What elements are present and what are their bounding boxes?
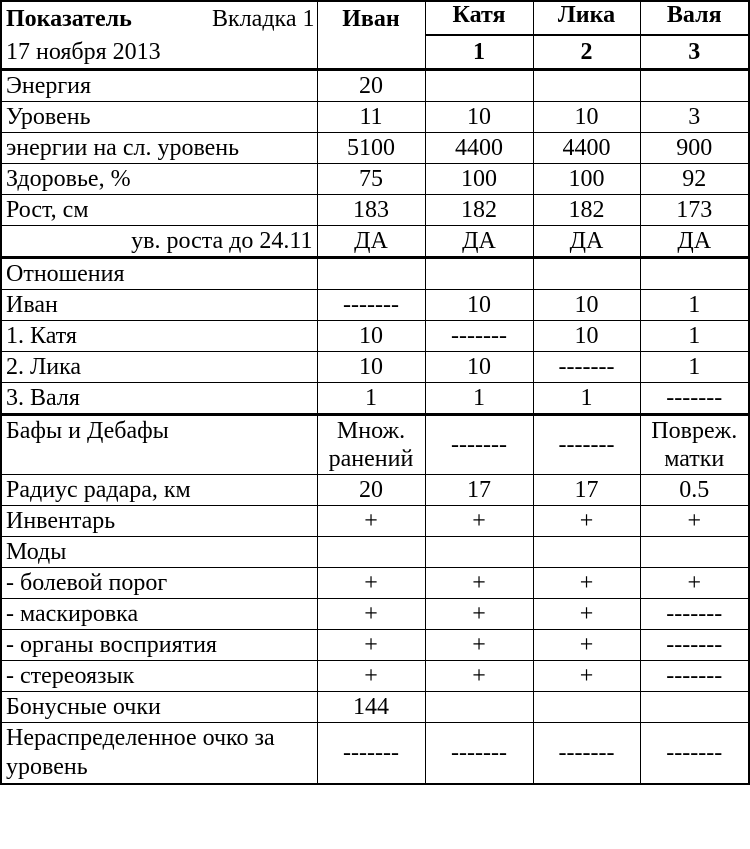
cell-katya: ------- (425, 415, 533, 475)
row-label: 3. Валя (1, 383, 317, 415)
cell-katya: 10 (425, 290, 533, 321)
row-mods (1, 537, 749, 568)
cell-katya: ------- (425, 321, 533, 352)
cell-lika: ------- (533, 415, 640, 475)
row-label: Инвентарь (1, 506, 317, 537)
cell-lika (533, 70, 640, 102)
cell-katya: 10 (425, 102, 533, 133)
row-height (1, 195, 749, 226)
row-rel-valya (1, 383, 749, 415)
cell-lika (533, 692, 640, 723)
row-health (1, 164, 749, 195)
cell-katya: ------- (425, 723, 533, 785)
cell-valya: 3 (640, 102, 749, 133)
row-label: Иван (1, 290, 317, 321)
cell-valya: ------- (640, 599, 749, 630)
cell-katya: + (425, 630, 533, 661)
col-header-valya: Валя (640, 1, 749, 35)
col-header-katya: Катя (425, 1, 533, 35)
cell-valya (640, 70, 749, 102)
cell-ivan: + (317, 568, 425, 599)
cell-lika: + (533, 568, 640, 599)
cell-lika: 10 (533, 321, 640, 352)
cell-lika: 4400 (533, 133, 640, 164)
cell-lika: + (533, 661, 640, 692)
cell-lika: ------- (533, 352, 640, 383)
cell-ivan: 1 (317, 383, 425, 415)
cell-katya: 17 (425, 475, 533, 506)
row-pain (1, 568, 749, 599)
row-next-energy (1, 133, 749, 164)
row-rel-lika (1, 352, 749, 383)
cell-ivan (317, 258, 425, 290)
row-label: - маскировка (1, 599, 317, 630)
cell-ivan: 75 (317, 164, 425, 195)
row-label: 2. Лика (1, 352, 317, 383)
cell-ivan: + (317, 506, 425, 537)
row-growth (1, 226, 749, 258)
cell-katya: + (425, 599, 533, 630)
cell-valya: 0.5 (640, 475, 749, 506)
cell-ivan: 183 (317, 195, 425, 226)
col-index-valya: 3 (640, 35, 749, 70)
cell-lika: + (533, 599, 640, 630)
cell-valya: Повреж. матки (640, 415, 749, 475)
row-inventory (1, 506, 749, 537)
row-label: ув. роста до 24.11 (1, 226, 317, 258)
cell-katya (425, 258, 533, 290)
row-rel-katya (1, 321, 749, 352)
cell-valya: 1 (640, 321, 749, 352)
cell-katya (425, 70, 533, 102)
cell-katya: + (425, 661, 533, 692)
cell-valya: + (640, 506, 749, 537)
cell-katya: + (425, 568, 533, 599)
cell-valya (640, 258, 749, 290)
cell-ivan: 20 (317, 475, 425, 506)
row-stereo (1, 661, 749, 692)
cell-ivan: + (317, 630, 425, 661)
cell-valya: ДА (640, 226, 749, 258)
cell-valya: + (640, 568, 749, 599)
cell-katya: 10 (425, 352, 533, 383)
cell-lika: + (533, 630, 640, 661)
cell-lika: ------- (533, 723, 640, 785)
cell-valya: 900 (640, 133, 749, 164)
cell-ivan: + (317, 661, 425, 692)
row-label: Здоровье, % (1, 164, 317, 195)
header-tab: Вкладка 1 (212, 6, 315, 32)
cell-lika (533, 258, 640, 290)
row-buffs (1, 415, 749, 475)
col-header-ivan: Иван (317, 1, 425, 70)
cell-ivan: 10 (317, 321, 425, 352)
cell-valya: ------- (640, 383, 749, 415)
row-label: - болевой порог (1, 568, 317, 599)
row-label: Уровень (1, 102, 317, 133)
cell-katya (425, 537, 533, 568)
row-camo (1, 599, 749, 630)
cell-valya: 92 (640, 164, 749, 195)
cell-valya (640, 537, 749, 568)
cell-lika (533, 537, 640, 568)
cell-ivan: + (317, 599, 425, 630)
cell-lika: 1 (533, 383, 640, 415)
header-date: 17 ноября 2013 (6, 39, 161, 65)
cell-katya: ДА (425, 226, 533, 258)
cell-ivan: ------- (317, 723, 425, 785)
row-energy (1, 70, 749, 102)
cell-lika: 10 (533, 290, 640, 321)
row-label: Моды (1, 537, 317, 568)
cell-valya: ------- (640, 723, 749, 785)
cell-ivan: 20 (317, 70, 425, 102)
cell-ivan: 144 (317, 692, 425, 723)
header-row (1, 1, 749, 35)
cell-valya: 1 (640, 290, 749, 321)
cell-lika: + (533, 506, 640, 537)
row-level (1, 102, 749, 133)
cell-ivan (317, 537, 425, 568)
header-title: Показатель (6, 6, 132, 32)
col-header-lika: Лика (533, 1, 640, 35)
row-radar (1, 475, 749, 506)
cell-katya: 4400 (425, 133, 533, 164)
row-senses (1, 630, 749, 661)
row-unassigned (1, 723, 749, 785)
col-index-katya: 1 (425, 35, 533, 70)
cell-lika: ДА (533, 226, 640, 258)
cell-ivan: ------- (317, 290, 425, 321)
row-label: - стереоязык (1, 661, 317, 692)
row-label: - органы восприятия (1, 630, 317, 661)
cell-ivan: 10 (317, 352, 425, 383)
row-label: Энергия (1, 70, 317, 102)
row-relations (1, 258, 749, 290)
cell-lika: 17 (533, 475, 640, 506)
header-title-cell (1, 1, 317, 70)
cell-lika: 100 (533, 164, 640, 195)
row-label: Рост, см (1, 195, 317, 226)
cell-valya: 173 (640, 195, 749, 226)
col-index-lika: 2 (533, 35, 640, 70)
cell-katya: + (425, 506, 533, 537)
cell-lika: 182 (533, 195, 640, 226)
cell-valya (640, 692, 749, 723)
cell-katya: 100 (425, 164, 533, 195)
row-label: Бонусные очки (1, 692, 317, 723)
row-label: Отношения (1, 258, 317, 290)
cell-ivan: 5100 (317, 133, 425, 164)
row-rel-ivan (1, 290, 749, 321)
cell-ivan: 11 (317, 102, 425, 133)
cell-katya: 1 (425, 383, 533, 415)
cell-katya: 182 (425, 195, 533, 226)
row-label: Бафы и Дебафы (1, 415, 317, 475)
cell-valya: ------- (640, 661, 749, 692)
row-label: энергии на сл. уровень (1, 133, 317, 164)
row-label: 1. Катя (1, 321, 317, 352)
cell-katya (425, 692, 533, 723)
cell-ivan: ДА (317, 226, 425, 258)
row-bonus (1, 692, 749, 723)
cell-valya: 1 (640, 352, 749, 383)
row-label: Нераспределенное очко за уровень (1, 723, 317, 785)
cell-valya: ------- (640, 630, 749, 661)
cell-ivan: Множ. ранений (317, 415, 425, 475)
row-label: Радиус радара, км (1, 475, 317, 506)
cell-lika: 10 (533, 102, 640, 133)
